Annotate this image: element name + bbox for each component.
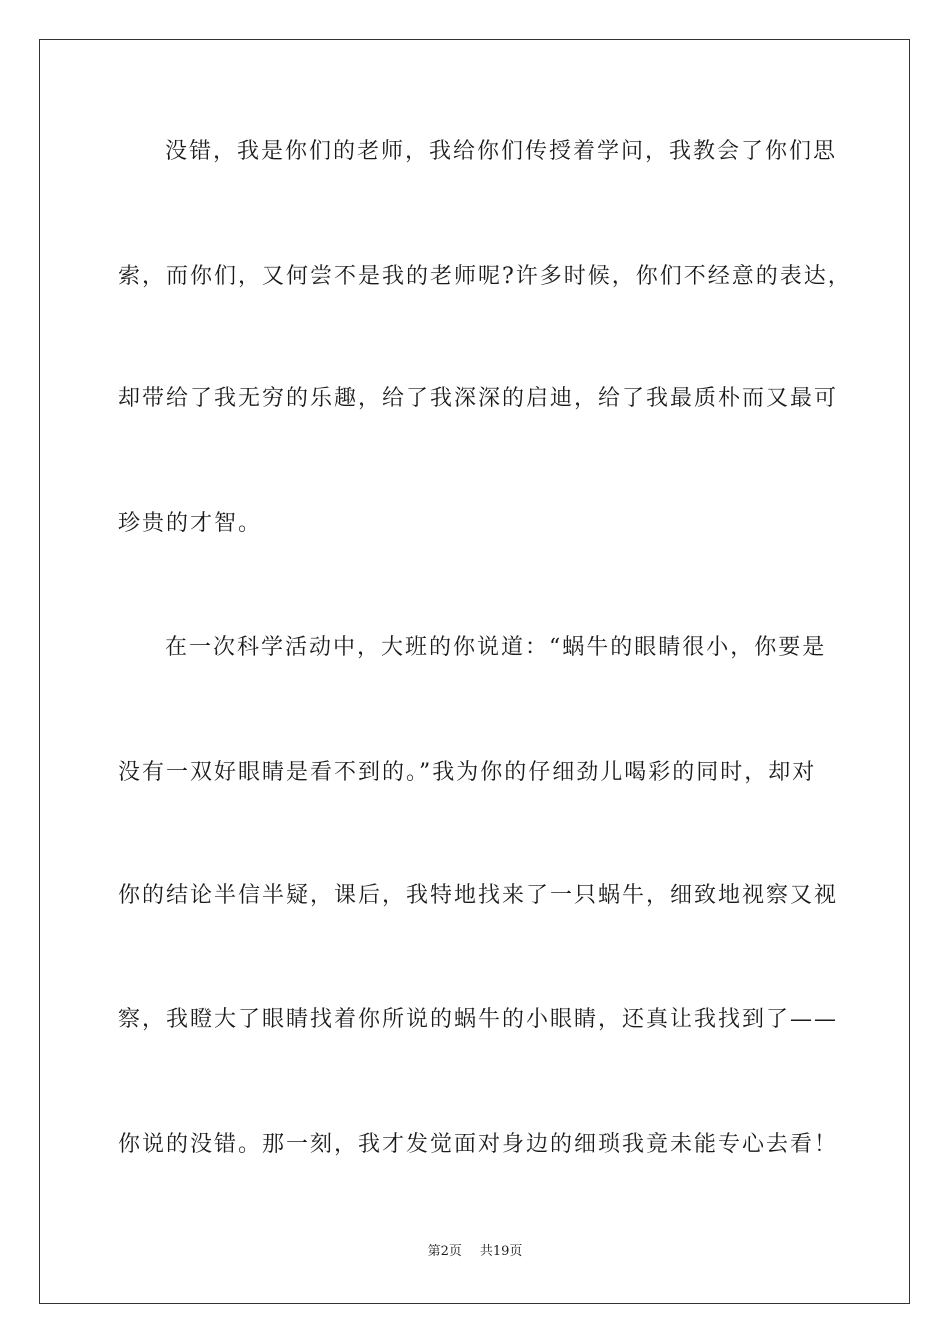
paragraph-1-line-1: 没错，我是你们的老师，我给你们传授着学问，我教会了你们思 [165,139,838,164]
paragraph-1-line-4: 珍贵的才智。 [118,511,263,536]
paragraph-1-line-3: 却带给了我无穷的乐趣，给了我深深的启迪，给了我最质朴而又最可 [118,386,839,411]
paragraph-2-line-3: 你的结论半信半疑，课后，我特地找来了一只蜗牛，细致地视察又视 [118,883,839,908]
page-number: 第2页 [427,1244,462,1259]
paragraph-2-line-2: 没有一双好眼睛是看不到的。”我为你的仔细劲儿喝彩的同时，却对 [118,760,817,785]
paragraph-2-line-1: 在一次科学活动中，大班的你说道：“蜗牛的眼睛很小，你要是 [165,635,827,660]
page-total: 共19页 [479,1244,523,1259]
paragraph-2-line-4: 察，我瞪大了眼睛找着你所说的蜗牛的小眼睛，还真让我找到了—— [118,1007,839,1032]
paragraph-2-line-5: 你说的没错。那一刻，我才发觉面对身边的细琐我竟未能专心去看！ [118,1132,839,1157]
page-footer [0,1243,950,1261]
page-frame [39,39,910,1304]
paragraph-1-line-2: 索，而你们，又何尝不是我的老师呢?许多时候，你们不经意的表达， [118,264,852,289]
